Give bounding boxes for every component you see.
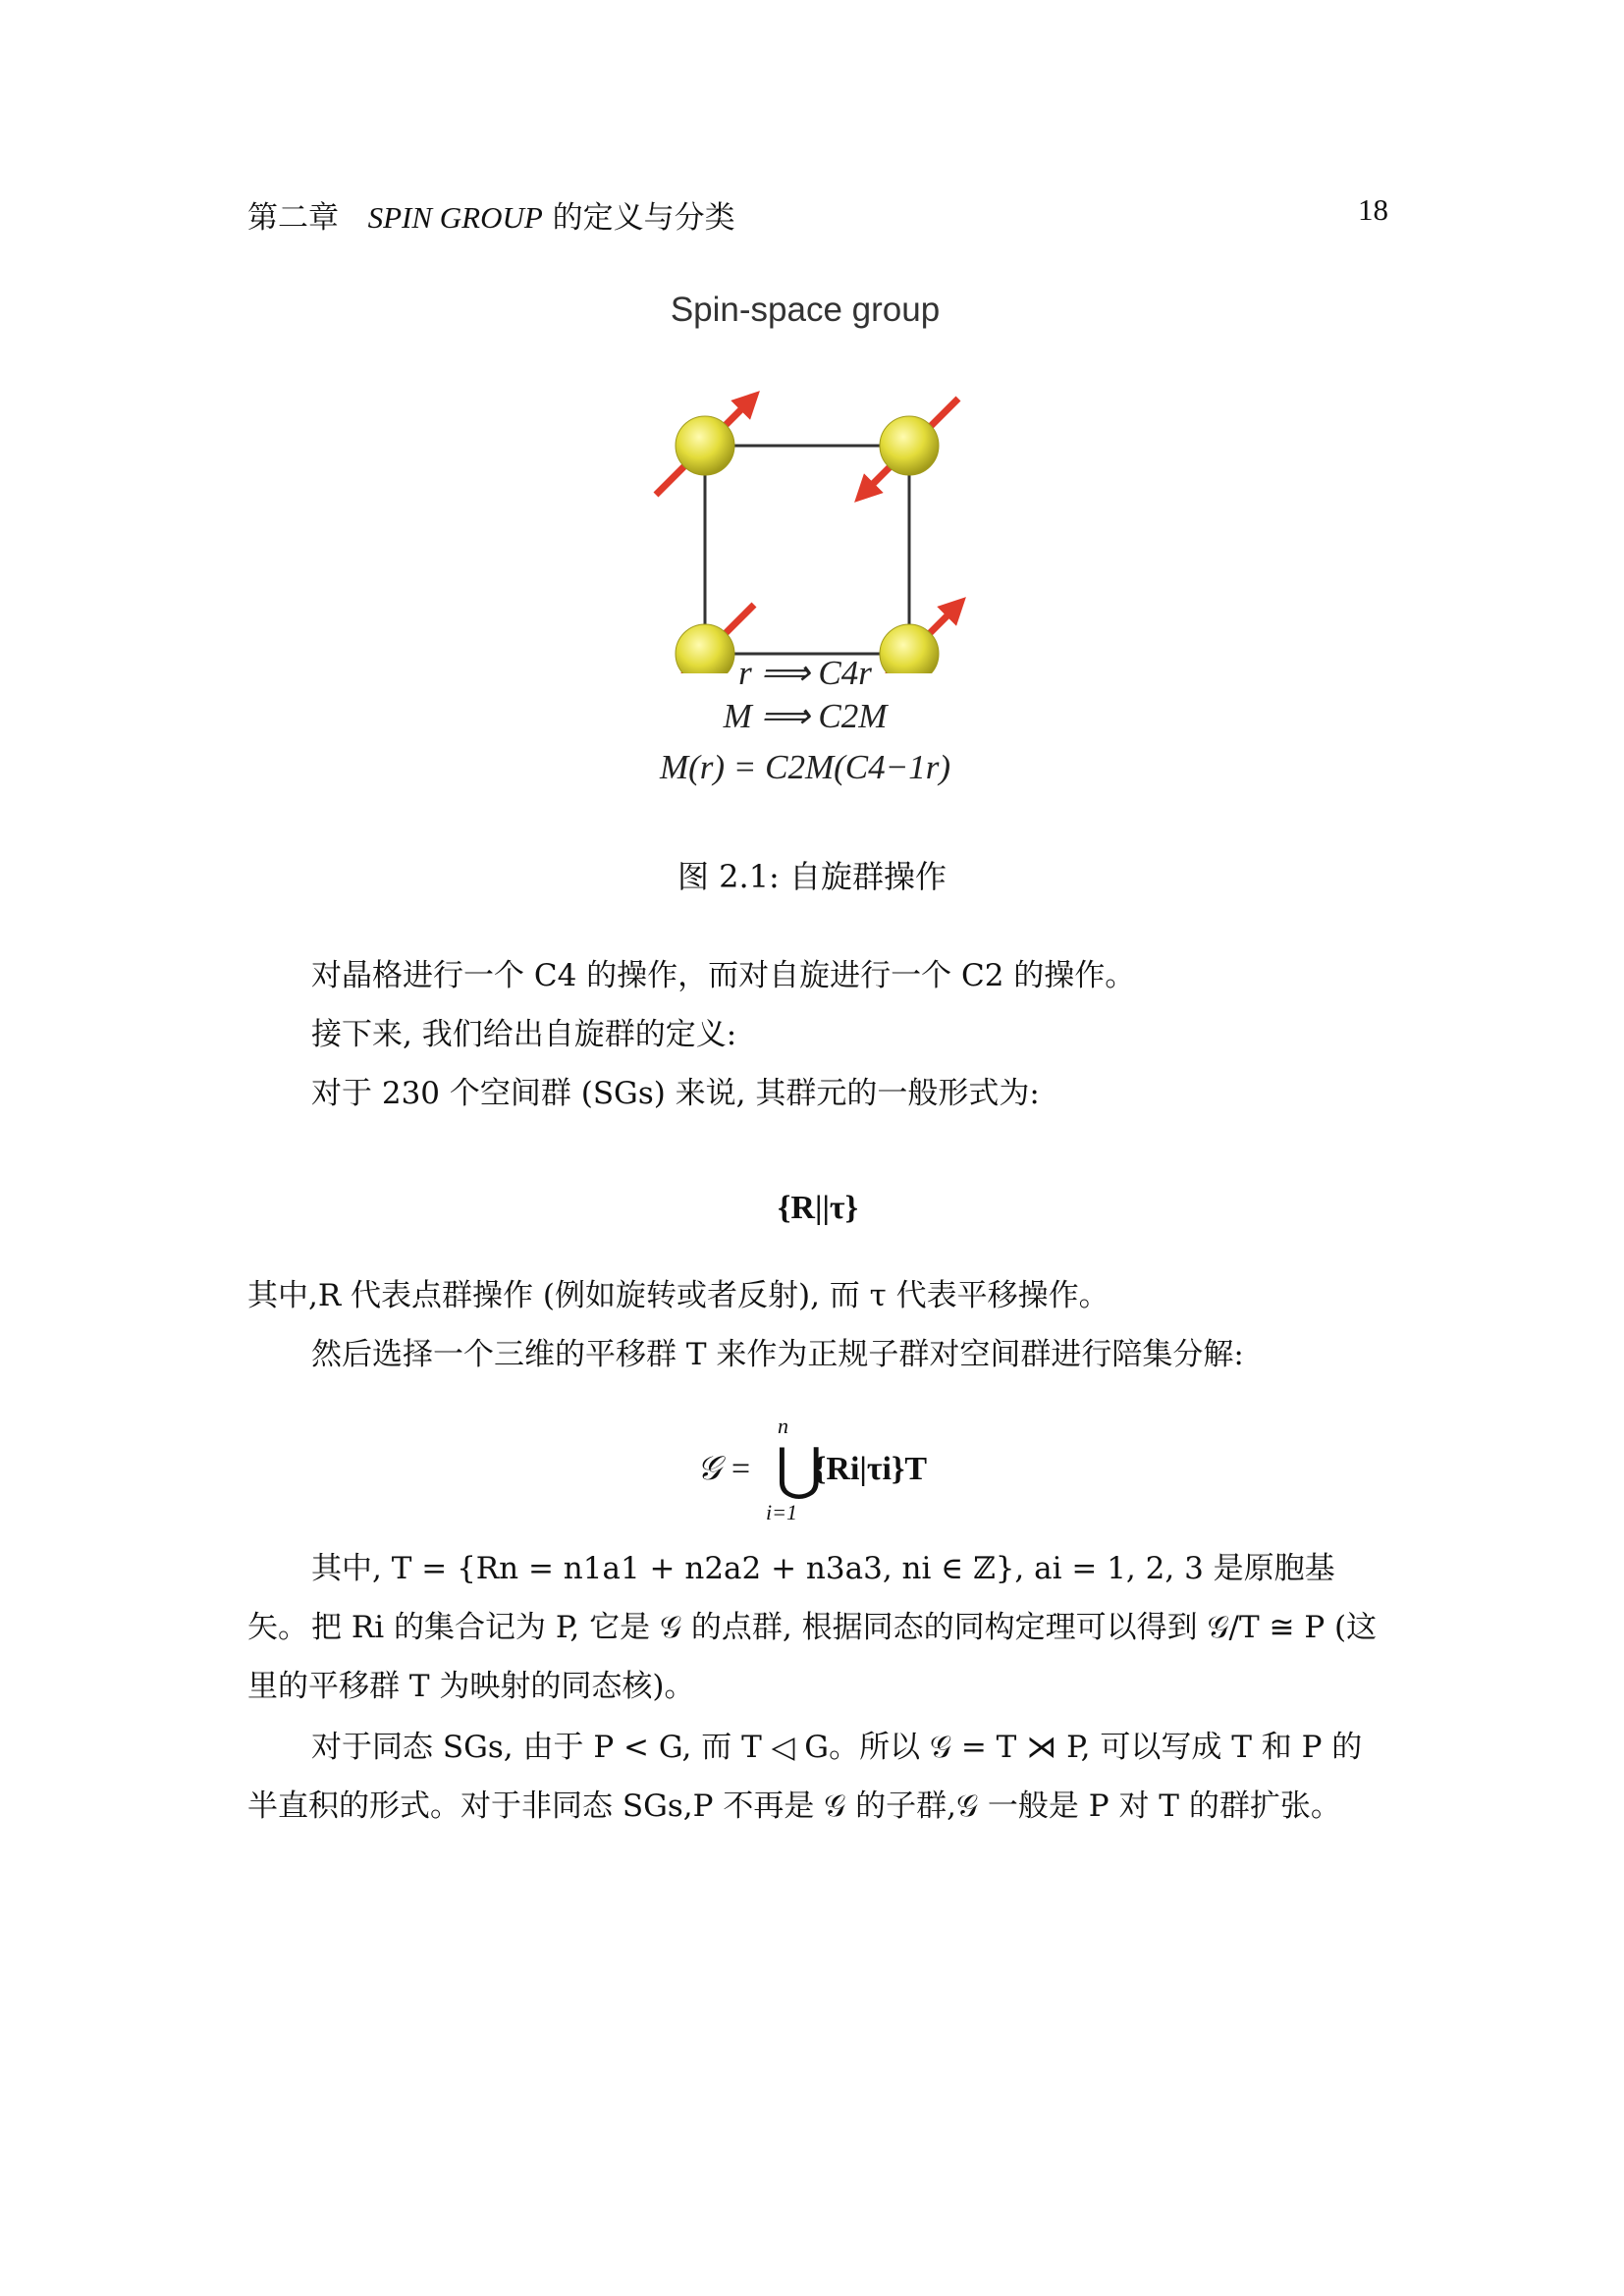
paragraph-4: 其中,R 代表点群操作 (例如旋转或者反射), 而 τ 代表平移操作。 [247,1278,1110,1313]
atom-top-left [676,416,734,475]
eq1-rhs: C4r [818,654,872,692]
chapter-title-cn: 的定义与分类 [552,200,735,236]
equation-group-element: {R||τ} [778,1190,858,1226]
paragraph-5: 然后选择一个三维的平移群 T 来作为正规子群对空间群进行陪集分解: [311,1337,1244,1372]
eq2-lhs: M [723,697,752,735]
equation-m-transform: M ⟹ C2M [723,697,888,735]
figure-title: Spin-space group [670,291,941,329]
chapter-title-latin: SPIN GROUP [367,200,543,235]
big-union-symbol: ⋃ [776,1435,823,1502]
paragraph-6: 其中, T = {Rn = n1a1 + n2a2 + n3a3, ni ∈ ℤ}, ai = 1, 2, 3 是原胞基矢。 [247,1551,1335,1645]
paragraph-3: 对于 230 个空间群 (SGs) 来说, 其群元的一般形式为: [311,1076,1040,1111]
equation-m-of-r: M(r) = C2M(C4−1r) [659,748,951,786]
equation-coset-decomposition [0,1414,1624,1531]
paragraph-8: 对于同态 SGs, 由于 P < G, 而 T ◁ G。所以 𝒢 = T ⋊ P, 可以写成 T 和 P 的半直积的形式。对于非同态 SGs,P 不再是 𝒢 的子群,𝒢 一般是 P 对 T 的群扩张。 [247,1730,1363,1824]
eq1-lhs: r [738,654,752,692]
eq2-rhs: C2M [818,697,888,735]
spin-lattice-diagram [628,340,982,673]
running-header [247,192,1388,236]
paragraph-1: 对晶格进行一个 C4 的操作，而对自旋进行一个 C2 的操作。 [311,958,1136,993]
union-rhs: {Ri|τi}T [813,1451,928,1487]
equation-r-transform: r ⟹ C4r [738,654,872,692]
paragraph-7: 把 Ri 的集合记为 P, 它是 𝒢 的点群, 根据同态的同构定理可以得到 𝒢/T ≅ P (这里的平移群 T 为映射的同态核)。 [247,1610,1378,1704]
chapter-label: 第二章 [247,200,339,236]
page-number: 18 [1358,192,1388,227]
paragraph-2: 接下来, 我们给出自旋群的定义: [311,1017,737,1052]
figure-caption: 图 2.1: 自旋群操作 [677,858,947,895]
union-lower-limit: i=1 [766,1500,797,1524]
union-lhs: 𝒢 = [697,1451,752,1487]
figure-spin-space-group [628,291,982,811]
atom-top-right [880,416,939,475]
chapter-title [247,192,735,237]
union-upper-limit: n [778,1414,788,1438]
